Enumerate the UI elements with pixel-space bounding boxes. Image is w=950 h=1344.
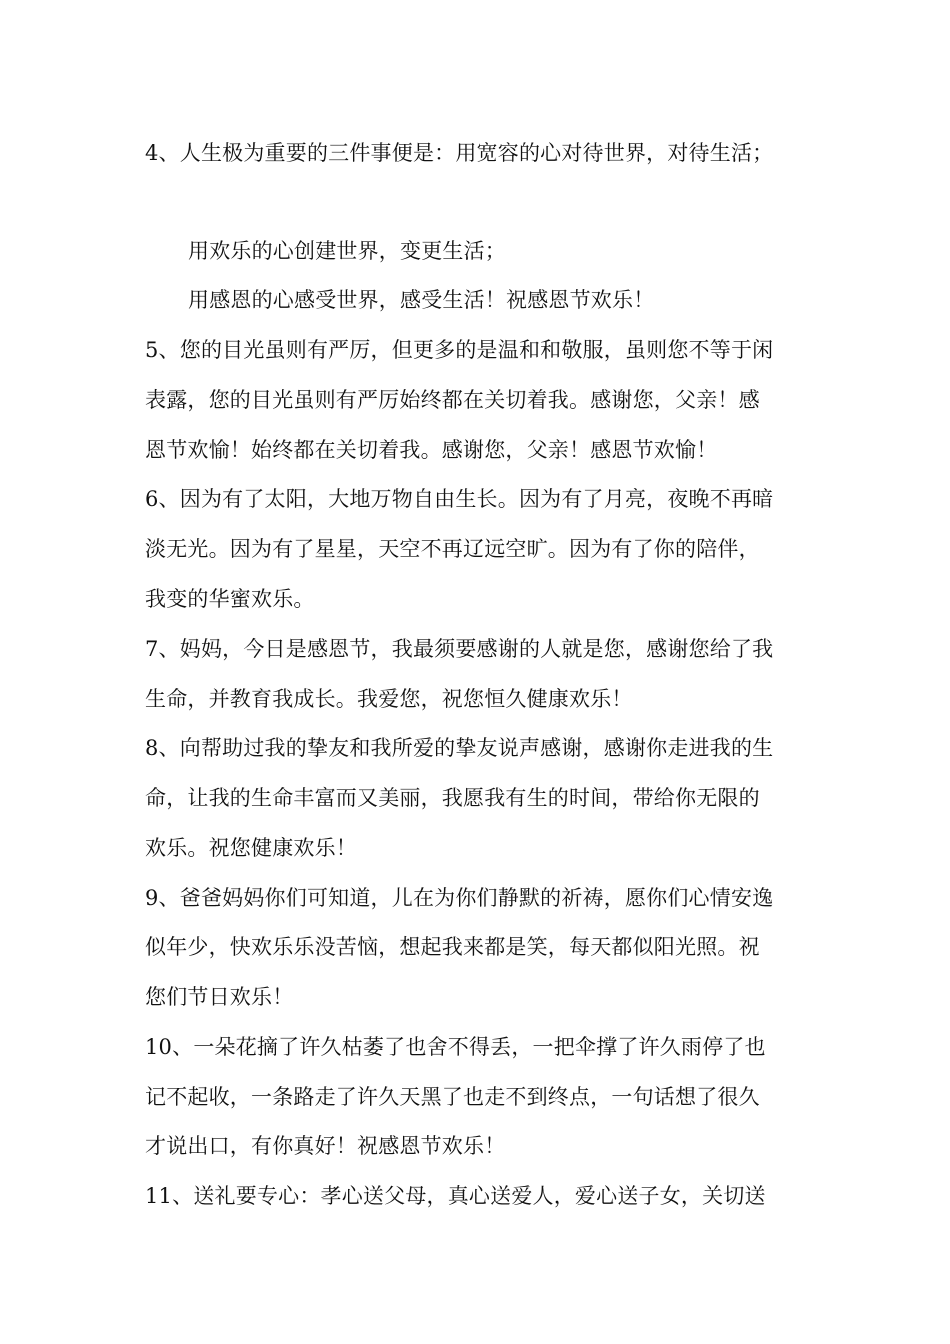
text-line: 似年少，快欢乐乐没苦恼，想起我来都是笑，每天都似阳光照。祝	[145, 935, 760, 959]
text-line: 恩节欢愉！始终都在关切着我。感谢您，父亲！感恩节欢愉！	[145, 438, 718, 462]
text-line: 表露，您的目光虽则有严厉始终都在关切着我。感谢您，父亲！感	[145, 388, 760, 412]
text-line: 命，让我的生命丰富而又美丽，我愿我有生的时间，带给你无限的	[145, 786, 760, 810]
text-line: 用欢乐的心创建世界，变更生活；	[188, 239, 506, 263]
text-line: 10、一朵花摘了许久枯萎了也舍不得丢，一把伞撑了许久雨停了也	[145, 1035, 766, 1059]
text-line: 欢乐。祝您健康欢乐！	[145, 836, 357, 860]
text-line: 11、送礼要专心：孝心送父母，真心送爱人，爱心送子女，关切送	[145, 1184, 766, 1208]
text-line: 4、人生极为重要的三件事便是：用宽容的心对待世界，对待生活；	[145, 141, 774, 165]
text-line: 您们节日欢乐！	[145, 985, 294, 1009]
text-line: 7、妈妈，今日是感恩节，我最须要感谢的人就是您，感谢您给了我	[145, 637, 774, 661]
text-line: 5、您的目光虽则有严厉，但更多的是温和和敬服，虽则您不等于闲	[145, 338, 774, 362]
text-line: 6、因为有了太阳，大地万物自由生长。因为有了月亮，夜晚不再暗	[145, 487, 774, 511]
text-line: 淡无光。因为有了星星，天空不再辽远空旷。因为有了你的陪伴，	[145, 537, 760, 561]
text-line: 记不起收，一条路走了许久天黑了也走不到终点，一句话想了很久	[145, 1085, 760, 1109]
text-line: 8、向帮助过我的挚友和我所爱的挚友说声感谢，感谢你走进我的生	[145, 736, 774, 760]
text-line: 9、爸爸妈妈你们可知道，儿在为你们静默的祈祷，愿你们心情安逸	[145, 886, 774, 910]
text-line: 用感恩的心感受世界，感受生活！祝感恩节欢乐！	[188, 288, 655, 312]
text-line: 我变的华蜜欢乐。	[145, 587, 315, 611]
text-line: 生命，并教育我成长。我爱您，祝您恒久健康欢乐！	[145, 687, 633, 711]
text-line: 才说出口，有你真好！祝感恩节欢乐！	[145, 1134, 506, 1158]
